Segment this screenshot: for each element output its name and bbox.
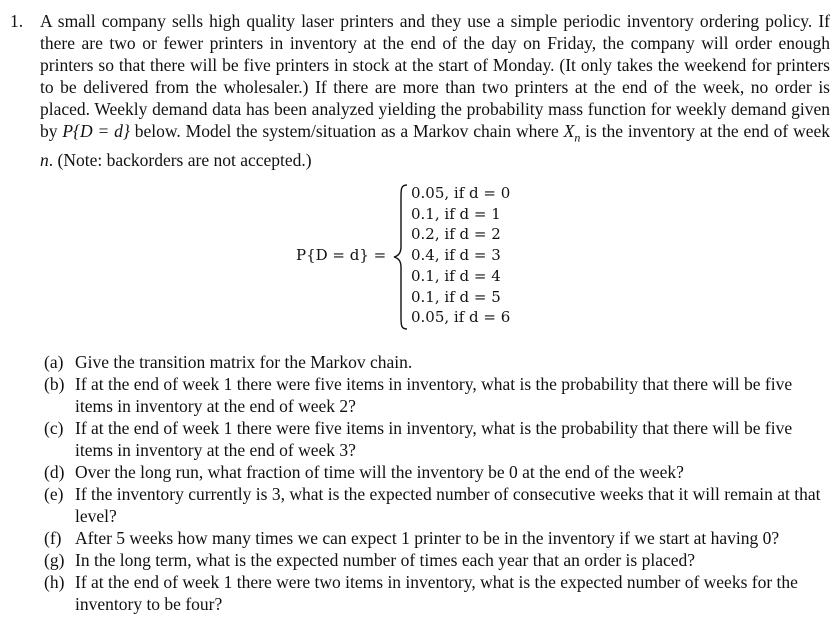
sub-question-text: In the long term, what is the expected number of times each year that an order is placed? xyxy=(75,550,696,570)
pmf-case-d1: 0.1, if d = 1 xyxy=(411,204,501,223)
sub-question-label: (c) xyxy=(44,418,64,438)
sub-question-text: Over the long run, what fraction of time will the inventory be 0 at the end of the week? xyxy=(75,462,684,482)
sub-question-label: (g) xyxy=(44,550,65,570)
week-variable: n xyxy=(40,149,49,170)
sub-question-f xyxy=(44,527,830,549)
sub-question-text: If at the end of week 1 there were five items in inventory, what is the probability that there will be five items in inventory at the end of week 2? xyxy=(75,374,793,416)
sub-question-c xyxy=(44,417,830,461)
intro-text-3: is the inventory at the end of week xyxy=(580,121,830,141)
pmf-reference: P{D = d} xyxy=(62,121,130,141)
sub-question-label: (a) xyxy=(44,352,64,372)
state-variable xyxy=(563,121,581,145)
intro-text-1: A small company sells high quality laser printers and they use a simple periodic inventory ordering policy. If there are two or fewer printers in inventory at the end of the day on Friday, the company will order enough printers so that there will be five printers in stock at the start of Monday. (It only takes the weekend for printers to be delivered from the wholesaler.) If there are more than two printers at the end of the week, no order is placed. Weekly demand data has been analyzed yielding the probability mass function for weekly demand given by xyxy=(40,11,830,141)
pmf-case-d4: 0.1, if d = 4 xyxy=(411,266,501,285)
sub-question-text: If at the end of week 1 there were five items in inventory, what is the probability that there will be five items in inventory at the end of week 3? xyxy=(75,418,793,460)
pmf-case-d0: 0.05, if d = 0 xyxy=(411,184,511,202)
sub-question-label: (d) xyxy=(44,462,65,482)
sub-question-d xyxy=(44,461,830,483)
pmf-lhs: P{D = d} = xyxy=(296,246,387,264)
problem-intro xyxy=(40,10,830,171)
pmf-case-d6: 0.05, if d = 6 xyxy=(411,308,511,327)
pmf-cases xyxy=(411,183,510,328)
sub-question-text: If at the end of week 1 there were two items in inventory, what is the expected number of weeks for the inventory to be four? xyxy=(75,572,798,614)
sub-question-label: (b) xyxy=(44,374,65,394)
sub-question-label: (f) xyxy=(44,528,62,548)
pmf-case-d2: 0.2, if d = 2 xyxy=(411,225,501,244)
sub-question-h xyxy=(44,571,830,615)
pmf-equation xyxy=(296,183,536,333)
state-variable-base: X xyxy=(563,121,575,141)
intro-text-2: below. Model the system/situation as a Markov chain where xyxy=(129,121,564,141)
sub-question-text: If the inventory currently is 3, what is the expected number of consecutive weeks that it will remain at that level? xyxy=(75,484,821,526)
sub-question-text: Give the transition matrix for the Markov chain. xyxy=(75,352,413,372)
sub-question-label: (h) xyxy=(44,572,65,592)
state-variable-subscript: n xyxy=(574,130,581,145)
pmf-case-d3: 0.4, if d = 3 xyxy=(411,246,501,265)
intro-text-4: . (Note: backorders are not accepted.) xyxy=(48,149,312,170)
sub-question-b xyxy=(44,373,830,417)
sub-question-e xyxy=(44,483,830,527)
left-brace-icon xyxy=(393,183,409,331)
sub-question-text: After 5 weeks how many times we can expect 1 printer to be in the inventory if we start at having 0? xyxy=(75,528,780,548)
pmf-case-d5: 0.1, if d = 5 xyxy=(411,287,501,306)
sub-question-g xyxy=(44,549,830,571)
sub-question-label: (e) xyxy=(44,484,64,504)
question-number: 1. xyxy=(10,11,24,31)
problem-statement xyxy=(40,10,830,171)
sub-question-a xyxy=(44,351,830,373)
sub-question-list xyxy=(44,351,830,615)
